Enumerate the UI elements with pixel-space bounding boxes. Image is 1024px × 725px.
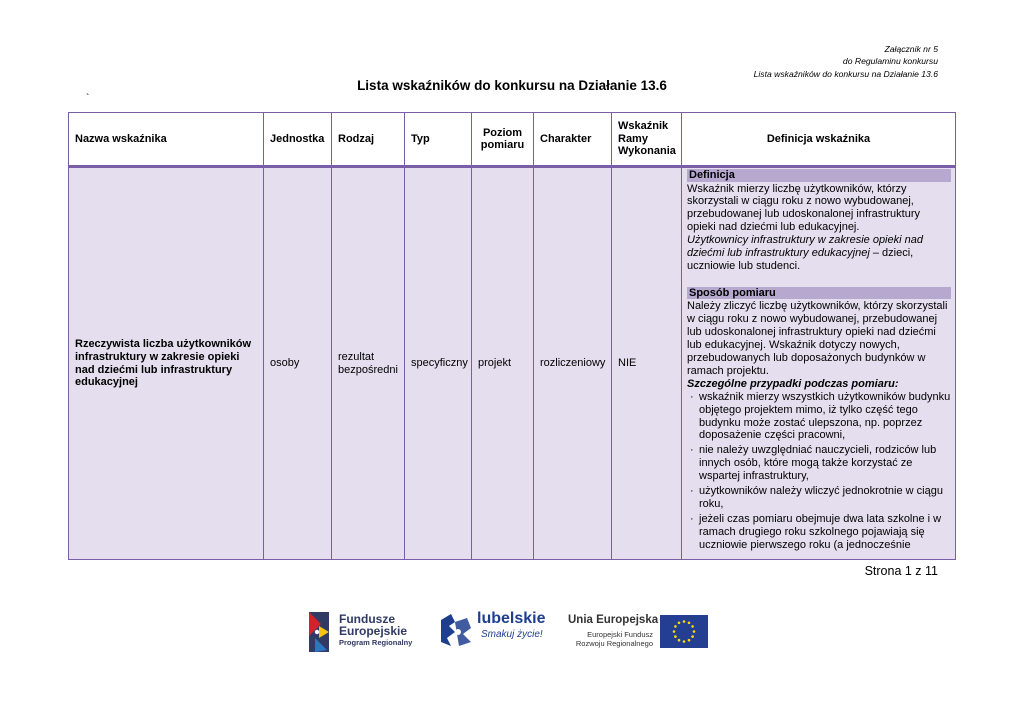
lubelskie-name: lubelskie xyxy=(477,610,546,627)
document-title: Lista wskaźników do konkursu na Działanie 13.6 xyxy=(357,78,667,93)
annex-line-3: Lista wskaźników do konkursu na Działanie 13.6 xyxy=(753,68,938,79)
special-cases-heading: Szczególne przypadki podczas pomiaru: xyxy=(687,377,899,390)
annex-note xyxy=(754,43,938,80)
definition-users-paragraph xyxy=(687,234,951,273)
header-level: Poziom pomiaru xyxy=(480,126,525,151)
eu-fund xyxy=(575,630,653,648)
header-definition: Definicja wskaźnika xyxy=(766,132,871,145)
bullet-glyph: · xyxy=(690,485,694,498)
list-item xyxy=(687,391,951,443)
measurement-paragraph: Należy zliczyć liczbę użytkowników, którzy skorzystali w ciągu roku z nowo wybudowanej, przebudowanej lub udoskonalonej infrastruktury opieki nad dziećmi lub edukacyjnej. Wskaźnik dotyczy nowych, przebudowanych lub doposażonych budynków w ramach projektu. xyxy=(687,300,948,377)
cell-definition xyxy=(682,168,955,559)
special-cases-list xyxy=(687,391,951,552)
eu-fund-line-1: Europejski Fundusz xyxy=(587,630,653,639)
bullet-glyph: · xyxy=(690,444,694,457)
bullet-glyph: · xyxy=(690,390,694,403)
list-item xyxy=(687,485,951,511)
list-item-text: jeżeli czas pomiaru obejmuje dwa lata szkolne i w ramach drugiego roku szkolnego pojawiają się uczniowie pierwszego roku (a jednocześnie xyxy=(699,512,942,551)
eu-fund-line-2: Rozwoju Regionalnego xyxy=(575,639,653,648)
fe-program: Program Regionalny xyxy=(339,638,413,647)
header-unit: Jednostka xyxy=(270,132,325,145)
fe-line-2: Europejskie xyxy=(339,624,408,638)
cell-kind: rezultat bezpośredni xyxy=(338,350,398,376)
eu-name: Unia Europejska xyxy=(568,614,659,626)
header-kind: Rodzaj xyxy=(338,132,375,145)
measurement-heading: Sposób pomiaru xyxy=(687,287,951,300)
header-type: Typ xyxy=(411,132,430,145)
header-name: Nazwa wskaźnika xyxy=(75,132,167,145)
cell-type: specyficzny xyxy=(411,357,468,370)
definition-paragraph: Wskaźnik mierzy liczbę użytkowników, którzy skorzystali w ciągu roku z nowo wybudowanej, przebudowanej lub udoskonalonej infrastruktury opieki nad dziećmi lub edukacyjnej. xyxy=(687,182,920,234)
list-item xyxy=(687,513,951,552)
bullet-glyph: · xyxy=(690,512,694,525)
eu-flag-icon xyxy=(660,615,708,648)
list-item-text: nie należy uwzględniać nauczycieli, rodziców lub innych osób, które mogą także korzystać ze wspartej infrastruktury, xyxy=(699,444,937,483)
lubelskie-slogan: Smakuj życie! xyxy=(481,629,543,640)
cell-framework: NIE xyxy=(618,357,637,370)
lubelskie-emblem-icon xyxy=(437,612,475,648)
header-framework: Wskaźnik Ramy Wykonania xyxy=(618,120,676,158)
funding-logos xyxy=(0,600,1024,660)
list-item-text: użytkowników należy wliczyć jednokrotnie w ciągu roku, xyxy=(699,485,943,510)
cell-level: projekt xyxy=(478,357,512,370)
indicator-table xyxy=(68,112,956,560)
header-character: Charakter xyxy=(540,132,592,145)
list-item-text: wskaźnik mierzy wszystkich użytkowników budynku objętego projektem mimo, iż tylko część tego budynku może zostać ulepszona, np. poprzez doposażenie części pracowni, xyxy=(699,390,951,442)
cell-character: rozliczeniowy xyxy=(540,357,606,370)
fe-name xyxy=(339,613,407,637)
definition-users-term: Użytkownicy infrastruktury w zakresie opieki nad dziećmi lub infrastruktury edukacyjnej xyxy=(687,234,923,260)
definition-users-rest: – dzieci, uczniowie lub studenci. xyxy=(687,247,914,272)
page-number: Strona 1 z 11 xyxy=(864,564,938,578)
definition-heading: Definicja xyxy=(687,169,951,182)
list-item xyxy=(687,444,951,483)
annex-line-1: Załącznik nr 5 xyxy=(884,44,938,54)
cell-indicator-name: Rzeczywista liczba użytkowników infrastruktury w zakresie opieki nad dziećmi lub infrastruktury edukacyjnej xyxy=(75,337,252,389)
annex-line-2: do Regulaminu konkursu xyxy=(842,56,938,67)
stray-mark: ` xyxy=(86,93,90,104)
fe-line-1: Fundusze xyxy=(339,612,395,626)
cell-unit: osoby xyxy=(270,357,300,370)
